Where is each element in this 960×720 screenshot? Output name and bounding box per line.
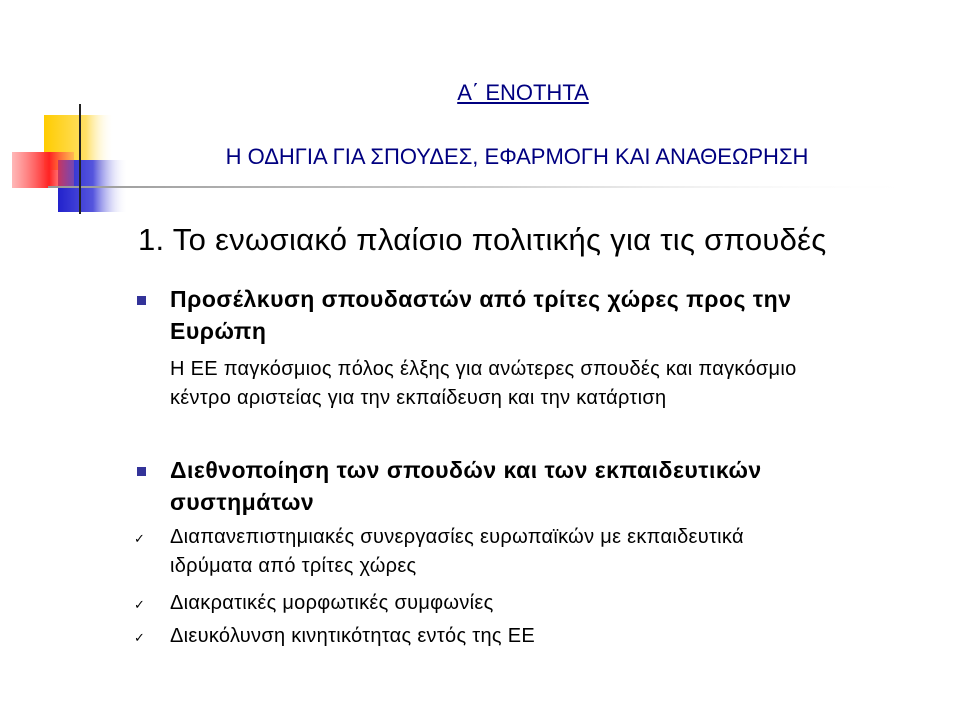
check-item-line: ιδρύματα από τρίτες χώρες	[170, 555, 417, 577]
bullet-body	[170, 355, 930, 413]
bullet-title-line: Προσέλκυση σπουδαστών από τρίτες χώρες προς την	[170, 286, 792, 312]
check-item-line: Διαπανεπιστημιακές συνεργασίες ευρωπαϊκών με εκπαιδευτικά	[170, 526, 744, 548]
bullet-title	[170, 454, 890, 518]
square-bullet-icon	[137, 467, 146, 476]
horizontal-rule	[48, 186, 928, 188]
section-title: Α΄ ΕΝΟΤΗΤΑ	[457, 80, 589, 105]
bullet-title-line: συστημάτων	[170, 489, 315, 515]
bullet-body-line: Η ΕΕ παγκόσμιος πόλος έλξης για ανώτερες σπουδές και παγκόσμιο	[170, 358, 797, 380]
checkmark-icon: ✓	[134, 597, 145, 612]
bullet-body-line: κέντρο αριστείας για την εκπαίδευση και την κατάρτιση	[170, 387, 667, 409]
check-item-line: Διευκόλυνση κινητικότητας εντός της ΕΕ	[170, 625, 535, 647]
bullet-title	[170, 283, 890, 347]
bullet-title-line: Ευρώπη	[170, 318, 267, 344]
section-subtitle: Η ΟΔΗΓΙΑ ΓΙΑ ΣΠΟΥΔΕΣ, ΕΦΑΡΜΟΓΗ ΚΑΙ ΑΝΑΘΕΩΡΗΣΗ	[225, 144, 809, 169]
check-item-line: Διακρατικές μορφωτικές συμφωνίες	[170, 592, 494, 614]
checkmark-icon: ✓	[134, 531, 145, 546]
checkmark-icon: ✓	[134, 630, 145, 645]
bullet-title-line: Διεθνοποίηση των σπουδών και των εκπαιδευτικών	[170, 457, 762, 483]
check-item	[170, 622, 930, 651]
square-bullet-icon	[137, 296, 146, 305]
check-item	[170, 589, 930, 618]
slide-heading: 1. Το ενωσιακό πλαίσιο πολιτικής για τις σπουδές	[138, 222, 827, 257]
check-item	[170, 523, 930, 581]
